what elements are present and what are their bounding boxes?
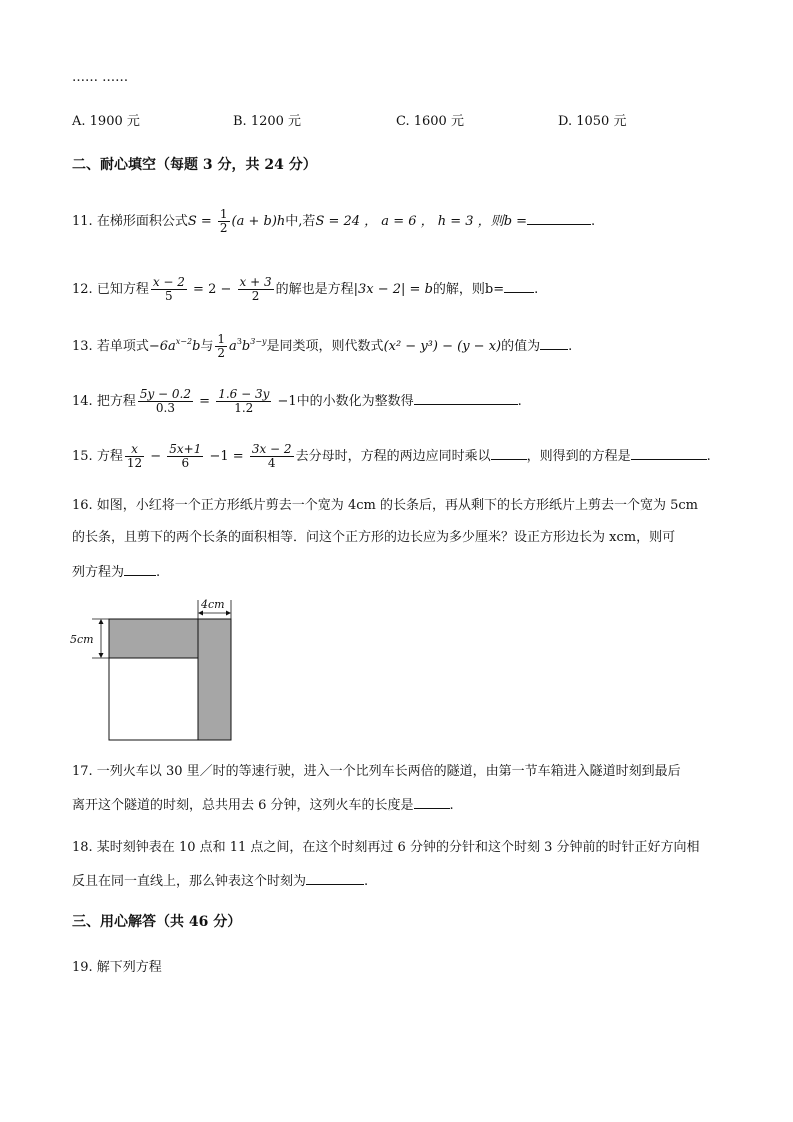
q15-minus: − [146,449,166,464]
q15-number: 15. [72,449,97,464]
q15-pre: 方程 [96,449,123,464]
q12-number: 12. [72,282,97,297]
q16-line-3 [72,563,160,581]
question-19: 19. 解下列方程 [72,960,162,975]
q17-line-2 [72,796,454,814]
question-11 [72,208,595,235]
q15-f1-den: 12 [126,456,143,470]
q13-monomial-2: a [229,339,237,354]
section-3-heading: 三、用心解答（共 46 分） [72,914,242,930]
q13-mid: 是同类项，则代数式 [266,339,384,354]
q13-monomial-2-b-exp: 3−y [250,337,267,346]
shaded-strip-5cm [109,619,198,658]
q15-end: . [706,449,711,464]
question-15 [72,443,711,470]
q12-post: 的解也是方程 [275,282,354,297]
q14-pre: 把方程 [96,394,136,409]
q11-pre: 在梯形面积公式 [96,214,188,229]
q17-line-1: 17. 一列火车以 30 里／时的等速行驶，进入一个比列车长两倍的隧道，由第一节车箱进入隧道时刻到最后 [72,764,681,779]
q16-end: . [156,565,161,580]
q15-f3-num: 3x − 2 [251,442,292,456]
q15-f2-num: 5x+1 [169,442,202,456]
q15-fraction-3 [250,443,294,470]
q13-with: 与 [200,339,214,354]
q14-f2-num: 1.6 − 3y [218,387,270,401]
q13-answer-blank[interactable] [540,337,568,350]
q18-end: . [364,874,369,889]
q15-f1-num: x [125,443,144,457]
q15-blank-1[interactable] [491,447,527,460]
q14-f1-num: 5y − 0.2 [139,387,192,401]
dim-arrow-top-right [226,611,231,616]
continuation-dots: …… …… [72,70,129,85]
q14-mid: −1中的小数化为整数得 [273,394,414,409]
q18-line-2-text: 反且在同一直线上，那么钟表这个时刻为 [72,874,307,889]
q13-monomial-2-b: b [241,339,251,354]
q13-monomial-1-exp: x−2 [175,337,193,346]
q11-answer-blank[interactable] [527,212,591,225]
q18-line-2 [72,872,368,890]
q15-fraction-2 [167,443,203,470]
q16-answer-blank[interactable] [124,563,156,576]
q11-end: . [591,214,596,229]
q11-eq: = [196,214,216,229]
q12-f1-den: 5 [165,289,173,303]
dim-arrow-top-left [198,611,203,616]
q12-answer-blank[interactable] [504,280,534,293]
q13-number: 13. [72,339,97,354]
q11-s: S [187,214,197,229]
question-12 [72,276,538,303]
q15-f3-den: 4 [267,456,276,470]
q11-frac-num: 1 [219,207,228,221]
q12-abs-equation: |3x − 2| = b [353,282,433,297]
q14-answer-blank[interactable] [414,392,518,405]
option-d: D. 1050 元 [558,114,627,129]
q13-monomial-2-exp: 3 [236,337,242,346]
q12-f2-num: x + 3 [239,275,272,289]
q15-post: 去分母时，方程的两边应同时乘以 [295,449,491,464]
q11-mid: 中,若 [285,214,316,229]
q12-tail: 的解，则b= [432,282,505,297]
q14-fraction-2 [216,388,271,415]
dim-arrow-left-top [99,619,104,624]
q16-line-2: 的长条，且剪下的两个长条的面积相等．问这个正方形的边长应为多少厘米？设正方形边长为 xcm，则可 [72,530,676,545]
q15-blank-2[interactable] [631,447,707,460]
q14-f2-den: 1.2 [234,401,254,415]
dim-arrow-left-bottom [99,653,104,658]
q15-mid: −1 = [205,449,248,464]
q13-end: . [568,339,573,354]
q16-line-1: 16. 如图，小红将一个正方形纸片剪去一个宽为 4cm 的长条后，再从剩下的长方形纸片上剪去一个宽为 5cm [72,498,698,513]
q11-fraction [218,208,230,235]
q15-f2-den: 6 [181,456,190,470]
q14-fraction-1 [138,388,193,415]
q13-monomial-1-b: b [192,339,201,354]
square-figure-svg [68,592,243,747]
square-figure [68,592,243,751]
q11-conditions: S = 24 ， a = 6 ， h = 3 ，则 [315,214,504,229]
q13-frac-num: 1 [217,332,226,346]
q14-end: . [517,394,522,409]
q14-number: 14. [72,394,97,409]
q14-f1-den: 0.3 [155,401,175,415]
q13-monomial-1: −6a [148,339,176,354]
q12-fraction-1 [151,276,187,303]
q18-line-1: 18. 某时刻钟表在 10 点和 11 点之间，在这个时刻再过 6 分钟的分针和这个时刻 3 分钟前的时针正好方向相 [72,840,700,855]
q13-frac-den: 2 [217,346,226,360]
section-2-heading: 二、耐心填空（每题 3 分，共 24 分） [72,157,317,173]
q18-answer-blank[interactable] [306,872,364,885]
q13-expression: (x² − y³) − (y − x) [383,339,502,354]
q12-f2-den: 2 [251,289,260,303]
q11-number: 11. [72,214,97,229]
question-14 [72,388,522,415]
q13-tail: 的值为 [501,339,541,354]
label-5cm: 5cm [70,633,94,646]
q16-line-3-text: 列方程为 [72,565,125,580]
q11-b-eq: b = [503,214,528,229]
q12-end: . [534,282,539,297]
q12-f1-num: x − 2 [152,275,185,289]
q15-post2: ，则得到的方程是 [526,449,631,464]
q12-mid: = 2 − [188,282,236,297]
q17-end: . [449,798,454,813]
option-a: A. 1900 元 [72,114,140,129]
q14-eq: = [195,394,215,409]
question-13 [72,333,572,360]
shaded-strip-4cm [198,619,231,740]
q17-line-2-text: 离开这个隧道的时刻，总共用去 6 分钟，这列火车的长度是 [72,798,414,813]
q11-formula-tail: (a + b)h [231,214,286,229]
q12-pre: 已知方程 [96,282,149,297]
option-c: C. 1600 元 [396,114,464,129]
q17-answer-blank[interactable] [414,796,450,809]
q11-frac-den: 2 [219,221,228,235]
q13-fraction [215,333,227,360]
q12-fraction-2 [238,276,274,303]
option-b: B. 1200 元 [233,114,302,129]
q13-pre: 若单项式 [96,339,149,354]
q15-fraction-1 [125,443,144,470]
label-4cm: 4cm [201,598,225,611]
